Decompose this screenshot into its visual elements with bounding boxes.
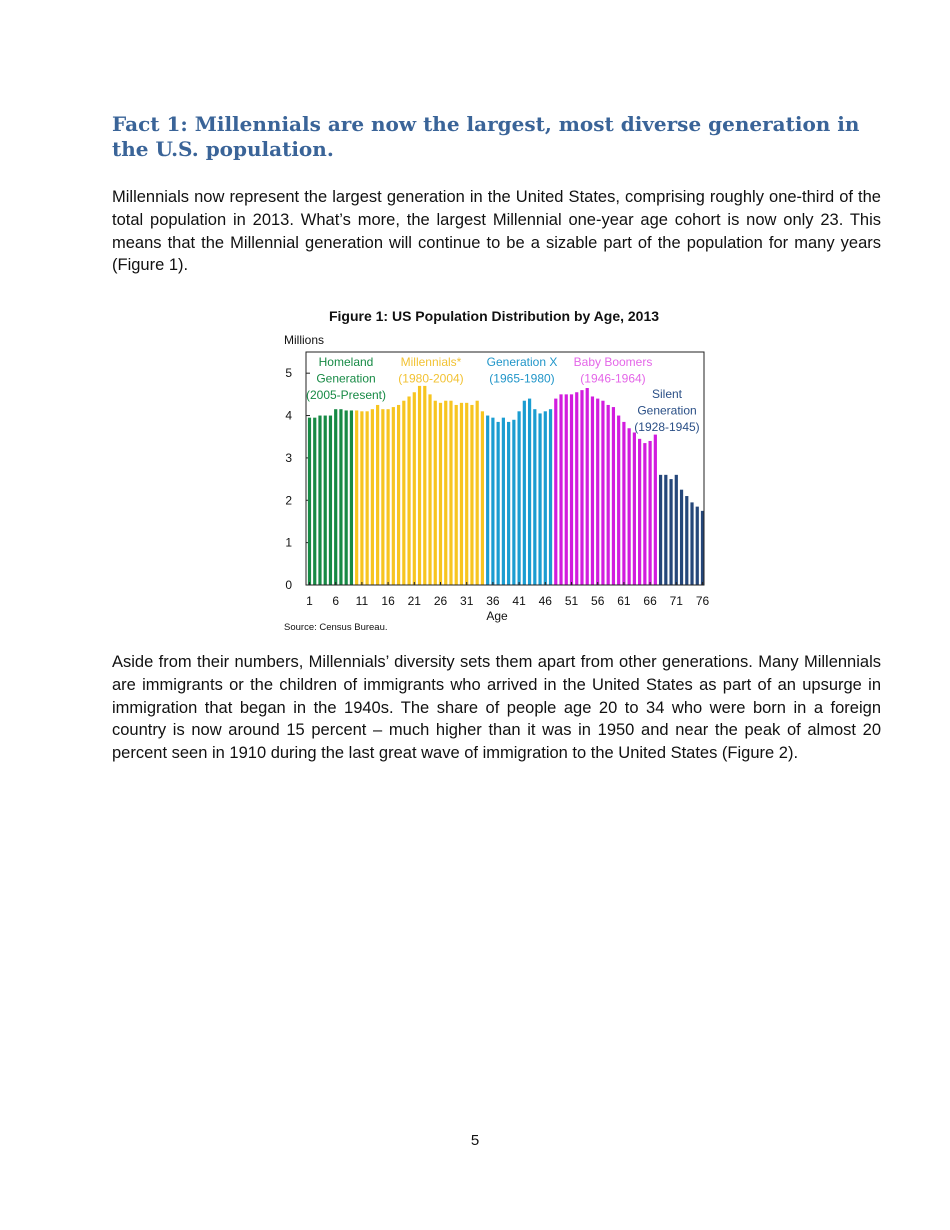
bar-age-40 bbox=[512, 420, 515, 585]
bar-age-37 bbox=[497, 422, 500, 585]
bar-age-15 bbox=[381, 409, 384, 585]
bar-age-73 bbox=[685, 496, 688, 585]
bar-age-49 bbox=[559, 394, 562, 585]
bar-age-27 bbox=[444, 401, 447, 585]
y-tick-label: 0 bbox=[285, 578, 292, 592]
x-tick-label: 56 bbox=[591, 594, 605, 608]
bar-age-6 bbox=[334, 409, 337, 585]
bar-age-25 bbox=[434, 401, 437, 585]
bar-age-48 bbox=[554, 399, 557, 585]
bar-age-13 bbox=[371, 409, 374, 585]
y-tick-label: 4 bbox=[285, 408, 292, 423]
chart-source: Source: Census Bureau. bbox=[284, 622, 388, 633]
section-heading: Fact 1: Millennials are now the largest, most diverse generation in the U.S. population. bbox=[112, 112, 860, 161]
bar-age-14 bbox=[376, 405, 379, 585]
bar-age-72 bbox=[680, 490, 683, 585]
bar-age-30 bbox=[460, 403, 463, 585]
x-tick-label: 11 bbox=[355, 594, 369, 608]
bar-age-28 bbox=[449, 401, 452, 585]
x-tick-label: 31 bbox=[460, 594, 474, 608]
bar-age-21 bbox=[413, 392, 416, 585]
x-tick-label: 6 bbox=[332, 594, 340, 608]
bar-age-31 bbox=[465, 403, 468, 585]
bar-age-29 bbox=[455, 405, 458, 585]
generation-label: Homeland Generation (2005-Present) bbox=[305, 355, 387, 402]
bar-age-33 bbox=[476, 401, 479, 585]
bar-age-75 bbox=[696, 507, 699, 585]
bar-age-9 bbox=[350, 410, 353, 585]
bar-age-41 bbox=[518, 411, 521, 585]
bar-age-38 bbox=[502, 418, 505, 585]
bar-age-59 bbox=[612, 407, 615, 585]
bar-age-54 bbox=[586, 388, 589, 585]
generation-label: Baby Boomers (1946-1964) bbox=[573, 355, 653, 386]
bar-age-46 bbox=[544, 411, 547, 585]
y-tick-label: 2 bbox=[285, 493, 292, 508]
y-tick-label: 3 bbox=[285, 450, 292, 465]
bar-age-47 bbox=[549, 409, 552, 585]
chart-title: Figure 1: US Population Distribution by Age, 2013 bbox=[328, 308, 660, 324]
bar-age-66 bbox=[649, 441, 652, 585]
bar-age-42 bbox=[523, 401, 526, 585]
bar-age-18 bbox=[397, 405, 400, 585]
x-tick-label: 76 bbox=[695, 594, 710, 608]
bar-age-71 bbox=[675, 475, 678, 585]
bar-age-3 bbox=[318, 416, 321, 585]
bar-age-36 bbox=[491, 418, 494, 585]
y-tick-label: 5 bbox=[285, 366, 292, 381]
bar-age-12 bbox=[366, 411, 369, 585]
bar-age-60 bbox=[617, 416, 620, 585]
bar-age-70 bbox=[669, 479, 672, 585]
bar-age-5 bbox=[329, 416, 332, 585]
body-paragraph-1: Millennials now represent the largest generation in the United States, comprising roughly one-third of the total population in 2013. What’s more, the largest Millennial one-year age cohort is now only 23. This means that the Millennial generation will continue to be a sizable part of the population for many years (Figure 1). bbox=[112, 188, 881, 275]
bar-age-8 bbox=[345, 410, 348, 585]
population-chart bbox=[270, 300, 720, 636]
x-tick-label: 41 bbox=[512, 594, 526, 608]
bar-age-23 bbox=[423, 386, 426, 585]
bar-age-1 bbox=[308, 418, 311, 585]
generation-label: Millennials* (1980-2004) bbox=[398, 355, 464, 386]
bar-age-24 bbox=[428, 394, 431, 585]
bar-age-43 bbox=[528, 399, 531, 585]
bar-age-58 bbox=[607, 405, 610, 585]
bar-age-26 bbox=[439, 403, 442, 585]
bar-age-67 bbox=[654, 435, 657, 585]
x-tick-label: 26 bbox=[433, 594, 448, 608]
bar-age-17 bbox=[392, 407, 395, 585]
bar-age-19 bbox=[402, 401, 405, 585]
bar-age-53 bbox=[580, 390, 583, 585]
page-number: 5 bbox=[470, 1132, 480, 1149]
generation-label: Generation X (1965-1980) bbox=[486, 355, 558, 386]
y-axis-label: Millions bbox=[284, 333, 325, 347]
x-tick-label: 46 bbox=[538, 594, 552, 608]
bar-age-62 bbox=[628, 428, 631, 585]
bar-age-61 bbox=[622, 422, 625, 585]
bar-age-69 bbox=[664, 475, 667, 585]
x-tick-label: 36 bbox=[486, 594, 500, 608]
x-tick-label: 21 bbox=[407, 594, 421, 608]
bar-age-56 bbox=[596, 399, 599, 585]
x-tick-labels bbox=[306, 582, 709, 608]
bar-age-16 bbox=[387, 409, 390, 585]
x-tick-label: 71 bbox=[669, 594, 683, 608]
generation-label: Silent Generation (1928-1945) bbox=[634, 387, 700, 434]
bar-age-57 bbox=[601, 401, 604, 585]
bar-age-44 bbox=[533, 409, 536, 585]
bar-age-64 bbox=[638, 439, 641, 585]
bar-age-35 bbox=[486, 416, 489, 585]
bar-age-11 bbox=[360, 411, 363, 585]
x-tick-label: 1 bbox=[306, 594, 313, 608]
bar-age-20 bbox=[407, 396, 410, 585]
bar-age-65 bbox=[643, 443, 646, 585]
bar-age-10 bbox=[355, 410, 358, 585]
bar-age-52 bbox=[575, 392, 578, 585]
x-tick-label: 61 bbox=[617, 594, 631, 608]
bar-age-32 bbox=[470, 405, 473, 585]
bar-age-51 bbox=[570, 394, 573, 585]
x-tick-label: 66 bbox=[643, 594, 657, 608]
body-paragraph-2: Aside from their numbers, Millennials’ diversity sets them apart from other generations. Many Millennials are immigrants or the children of immigrants who arrived in the United States as part of an upsurge in immigration that began in the 1940s. The share of people age 20 to 34 who were born in a foreign country is now around 15 percent – much higher than it was in 1950 and near the peak of almost 20 percent seen in 1910 during the last great wave of immigration to the United States (Figure 2). bbox=[112, 653, 881, 763]
y-tick-label: 1 bbox=[285, 535, 292, 550]
bar-age-68 bbox=[659, 475, 662, 585]
bar-age-55 bbox=[591, 396, 594, 585]
bar-age-50 bbox=[565, 394, 568, 585]
bar-age-74 bbox=[690, 502, 693, 585]
bar-age-22 bbox=[418, 386, 421, 585]
bar-age-7 bbox=[339, 409, 342, 585]
x-tick-label: 16 bbox=[381, 594, 395, 608]
bar-age-45 bbox=[538, 413, 541, 585]
bar-age-34 bbox=[481, 411, 484, 585]
bar-age-2 bbox=[313, 418, 316, 585]
x-axis-label: Age bbox=[486, 609, 508, 623]
bar-age-4 bbox=[324, 416, 327, 585]
bar-age-39 bbox=[507, 422, 510, 585]
bar-age-63 bbox=[633, 432, 636, 585]
x-tick-label: 51 bbox=[564, 594, 579, 608]
